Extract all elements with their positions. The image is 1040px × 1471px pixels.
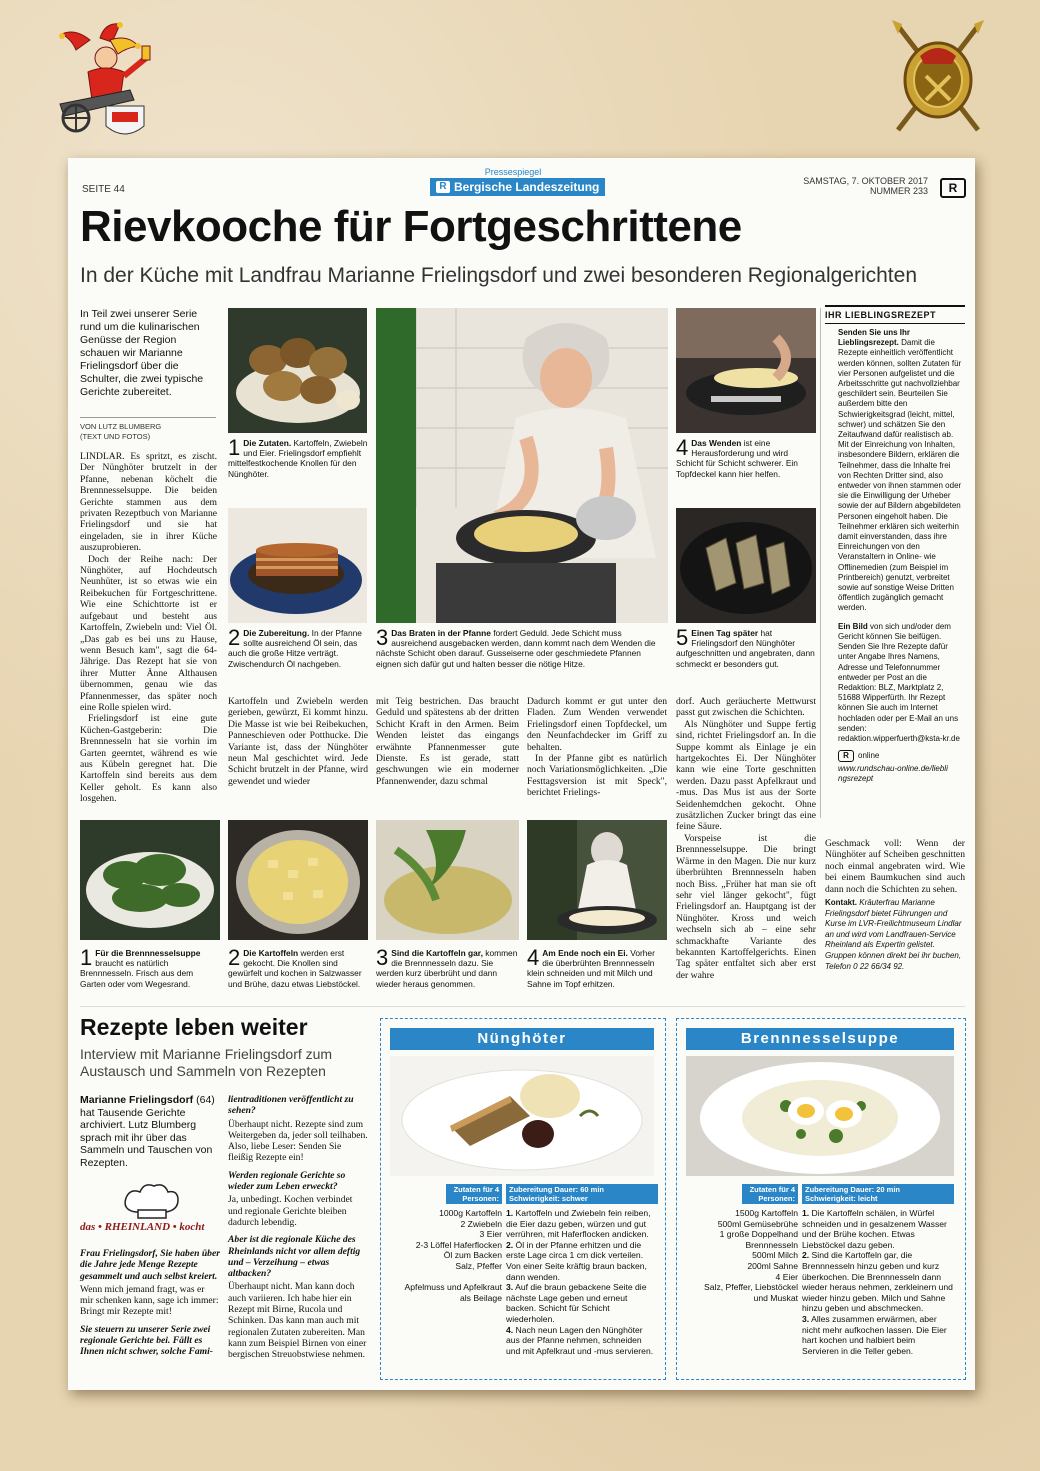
paragraph: Frielingsdorf ist eine gute Küchen-Gastgeberin: Die Brennnesseln hat sie vorhin im Garten geerntet, während es wie aus Kübeln geregnet hat. Die Kartoffeln sind bereits aus dem Keller geholt. Es kann also losgehen. <box>80 713 217 805</box>
chef-hat-icon <box>94 1184 209 1222</box>
question <box>228 1094 368 1117</box>
ingredient-item: und Muskat <box>753 1292 798 1303</box>
caption-text: werden erst gekocht. Die Knollen sind gewürfelt und kochen in Salzwasser und Brühe, dazu etwas Liebstöckel. <box>228 948 362 989</box>
caption-lead: Das Braten in der Pfanne <box>391 628 491 638</box>
caption-number: 4 <box>527 945 540 970</box>
caption-bottom-2 <box>228 945 368 989</box>
caption-text: In der Pfanne sollte ausreichend Öl sein, das auch die große Hitze verträgt. Zwischendurch Öl nachgeben. <box>228 628 362 669</box>
recipe-step <box>802 1314 954 1356</box>
caption-text: ist eine Herausforderung und wird Schicht für Schicht schwerer. Ein Topfdeckel kann hier helfen. <box>676 438 798 479</box>
question-text: Werden regionale Gerichte so wieder zum Leben erweckt? <box>228 1169 346 1193</box>
ingredient-list <box>676 1208 798 1303</box>
step-text: Auf die braun gebackene Seite die nächste Lage geben und erneut backen. Schicht für Schicht wiederholen. <box>506 1282 647 1324</box>
caption-lead: Am Ende noch ein Ei. <box>542 948 628 958</box>
step-number: 3. <box>506 1282 514 1293</box>
paragraph: Vorspeise ist die Brennnesselsuppe. Die bringt Wärme in den Magen. Die nur kurz überbrühten Brennnesseln haben noch Biss. „Früher hat man sie oft sehr viel länger gekocht", fügt Frielingsdorf an. Hauptgang ist der Nünghöter. Kross und weich wechseln sich ab – eine sehr schmackhafte Variante des bekannten Kartoffelgerichts. Einen Tag später entfaltet sich aber erst der wahre <box>676 832 816 981</box>
article-column-5 <box>676 696 816 981</box>
question-text: Aber ist die regionale Küche des Rheinlands nicht vor allem deftig und – Verzeihung – etwas altbacken? <box>228 1234 361 1280</box>
interview-lead <box>80 1094 220 1170</box>
interview-lead-text: (64) hat Tausende Gerichte archiviert. Lutz Blumberg sprach mit ihr über das Sammeln und Tauschen von Rezepten. <box>80 1094 215 1169</box>
sidebar-photo-text: von sich und/oder dem Gericht können Sie beifügen. Senden Sie Ihre Rezepte dafür unter Angabe Ihres Namens, Adresse und Telefonnummer entweder per Post an die Redaktion: BLZ, Marktplatz 2, 51688 Wipperfürth. Ihr Rezept können Sie auch im Internet hochladen oder per E-Mail an uns senden: redaktion.wipperfuerth@ksta-kr.de <box>838 621 960 743</box>
ingredient-item: 1500g Kartoffeln <box>735 1208 798 1218</box>
caption-top-1 <box>228 435 368 479</box>
caption-lead: Einen Tag später <box>691 628 759 638</box>
article-column-1 <box>80 451 217 805</box>
paragraph: Doch der Reihe nach: Der Nünghöter, auf Hochdeutsch Neunhüter, ist so etwas wie ein Reibekuchen für Fortgeschrittene. Wie eine Schichttorte ist er aufgebaut und besteht aus Kartoffeln, Zwiebeln und: Viel Öl. „Das gab es bei uns zu Hause, wenn Besuch kam", sagt die 64-Jährige. Das Rezept hat sie von ihrer Mutter Änne Althausen übernommen, genau wie das Pfannenmesser, das später noch eine Rolle spielen wird. <box>80 553 217 713</box>
step-text: Alles zusammen erwärmen, aber nicht mehr aufkochen lassen. Die Eier hart kochen und halbiert beim Servieren in die Teller geben. <box>802 1313 947 1356</box>
ingredient-list <box>380 1208 502 1303</box>
recipe-title: Brennnesselsuppe <box>686 1028 954 1050</box>
byline-author: VON LUTZ BLUMBERG <box>80 422 162 431</box>
photo-sliced <box>676 508 816 623</box>
page-number: SEITE 44 <box>82 184 125 195</box>
photo-preparation <box>228 508 367 623</box>
step-text: Öl in der Pfanne erhitzen und die erste Lage circa 1 cm dick verteilen. Von einer Seite kräftig braun backen, dann wenden. <box>506 1239 647 1282</box>
page-title: Rievkooche für Fortgeschrittene <box>80 202 742 251</box>
newspaper-page <box>68 158 975 1390</box>
prep-tag: Zubereitung Dauer: 60 min Schwierigkeit: schwer <box>506 1184 658 1204</box>
step-number: 1. <box>802 1208 810 1218</box>
recipe-title: Nünghöter <box>390 1028 654 1050</box>
step-number: 1. <box>506 1208 514 1218</box>
article-column-3 <box>376 696 519 787</box>
paragraph: Als Nünghöter und Suppe fertig sind, richtet Frielingsdorf an. In die Suppe kommt als Einlage je ein hartgekochtes Ei. Der Nünghöter kann wie eine Torte geschnitten werden. Dazu passt Apfelkraut und -mus. Das Mus ist aus der Sorte Seidenhemdchen gekocht. Ohne zusätzlichen Zucker bringt das eine feine Säure. <box>676 718 816 833</box>
servings-tag: Zutaten für 4 Personen: <box>446 1184 502 1204</box>
answer: Überhaupt nicht. Rezepte sind zum Weitergeben da, jeder soll teilhaben. Also, liebe Leser: Senden Sie fleißig Rezepte ein! <box>228 1118 368 1164</box>
caption-lead: Die Zutaten. <box>243 438 292 448</box>
issue-number: NUMMER 233 <box>869 186 928 196</box>
ingredient-item: Brennnesseln <box>745 1239 798 1250</box>
recipe-step <box>802 1250 954 1314</box>
sidebar-text <box>838 328 965 785</box>
caption-number: 5 <box>676 625 689 650</box>
step-number: 4. <box>506 1324 514 1335</box>
ingredient-item: als Beilage <box>459 1292 502 1303</box>
ingredient-item <box>380 1272 502 1283</box>
crossed-swords-crest <box>888 18 988 140</box>
online-link[interactable]: www.rundschau-online.de/lieblingsrezept <box>838 764 948 784</box>
question <box>80 1248 220 1282</box>
step-list <box>802 1208 954 1356</box>
question <box>228 1170 368 1193</box>
sidebar-online <box>838 750 965 762</box>
sidebar-lead-text: Damit die Rezepte einheitlich veröffentlicht werden können, sollten Zutaten für vier Personen aufgelistet und die Arbeitsschritte gut nachvollziehbar geschildert sein. Beurteilen Sie außerdem bitte den Schwierigkeitsgrad (leicht, mittel, schwer) und schätzen Sie den Zeitaufwand dafür realistisch ab. Mit der Einreichung von Inhalten, insbesondere Bildern, erklären die Teilnehmer, dass die Inhalte frei von Rechten Dritter sind, also entweder von ihnen stammen oder sie die Einwilligung der Urheber sowie der auf Bildern abgebildeten Personen eingeholt haben. Die Teilnehmer erklären sich weiterhin damit einverstanden, dass ihre Einreichungen von den Veranstaltern in Online- wie Offlinemedien (zum Beispiel im Printbereich) genutzt, verbreitet sowie auf sonstige Weise Dritten öffentlich zugänglich gemacht werden. <box>838 338 962 613</box>
photo-soup-dish <box>686 1056 954 1176</box>
recipe-step <box>802 1208 954 1250</box>
ingredient-item: 1000g Kartoffeln <box>439 1208 502 1218</box>
article-column-6 <box>825 838 965 895</box>
question-text: lientraditionen veröffentlicht zu sehen? <box>228 1094 354 1117</box>
article-column-2 <box>228 696 368 787</box>
step-text: Die Kartoffeln schälen, in Würfel schneiden und in gesalzenem Wasser und der Brühe kochen. Etwas Liebstöckel dazu geben. <box>802 1208 947 1250</box>
step-text: Sind die Kartoffeln gar, die Brennnesseln hinzu geben und kurz überkochen. Die Brennnesseln dann wieder heraus nehmen, zerkleinern und wieder hinzu geben. Milch und Sahne hinzu geben und abschmecken. <box>802 1250 953 1314</box>
recipe-step <box>506 1325 658 1357</box>
ingredient-item: 3 Eier <box>479 1229 502 1240</box>
step-number: 3. <box>802 1313 810 1324</box>
recipe-step <box>506 1208 658 1240</box>
sidebar-lead: Senden Sie uns Ihr Lieblingsrezept. <box>838 328 911 348</box>
article-deck: In der Küche mit Landfrau Marianne Frielingsdorf und zwei besonderen Regionalgerichten <box>80 264 917 287</box>
online-badge-icon: R <box>838 750 854 762</box>
caption-top-5 <box>676 625 816 669</box>
interview-deck: Interview mit Marianne Frielingsdorf zum Austausch und Sammeln von Rezepten <box>80 1046 333 1079</box>
caption-bottom-1 <box>80 945 220 989</box>
ingredient-item: Öl zum Backen <box>443 1250 502 1261</box>
caption-bottom-4 <box>527 945 667 989</box>
press-review-label: Pressespiegel <box>484 167 542 177</box>
question <box>228 1234 368 1279</box>
contact-box <box>825 898 965 972</box>
caption-text: kommen die Brennnesseln dazu. Sie werden kurz überbrüht und dann wieder heraus genommen. <box>376 948 518 989</box>
article-column-4 <box>527 696 667 799</box>
paragraph: Dadurch kommt er gut unter den Fladen. Zum Wenden verwendet Frielingsdorf einen Topfdeckel, um den Neunfachdecker im Griff zu behalten. <box>527 696 667 753</box>
photo-frying <box>376 308 668 623</box>
photo-egg <box>527 820 667 940</box>
caption-number: 4 <box>676 435 689 460</box>
caption-number: 1 <box>80 945 93 970</box>
paper-name: Bergische Landeszeitung <box>454 180 600 194</box>
photo-potatoes-cooking <box>228 820 368 940</box>
caption-lead: Für die Brennnesselsuppe <box>95 948 201 958</box>
ingredient-item: 500ml Milch <box>752 1250 798 1261</box>
caption-number: 3 <box>376 625 389 650</box>
caption-text: Kartoffeln, Zwiebeln und Eier. Frielingsdorf empfiehlt mittelfestkochende Knollen für den Nünghöter. <box>228 438 368 479</box>
question-text: Sie steuern zu unserer Serie zwei regionale Gerichte bei. Fällt es Ihnen nicht schwer, solche Fami- <box>80 1323 214 1358</box>
sidebar-heading: IHR LIEBLINGSREZEPT <box>825 305 965 324</box>
caption-text: braucht es natürlich Brennnesseln. Frisch aus dem Garten oder vom Wegesrand. <box>80 958 194 989</box>
step-text: Nach neun Lagen den Nünghöter aus der Pfanne nehmen, schneiden und mit Apfelkraut und -mus servieren. <box>506 1324 654 1356</box>
caption-top-4 <box>676 435 816 479</box>
ingredient-item: Apfelmuss und Apfelkraut <box>404 1282 502 1293</box>
ingredient-item: Salz, Pfeffer, Liebstöckel <box>704 1282 798 1293</box>
photo-ingredients <box>228 308 367 433</box>
step-list <box>506 1208 658 1356</box>
paragraph: LINDLAR. Es spritzt, es zischt. Der Nünghöter brutzelt in der Pfanne, nebenan köchelt die Brennnesselsuppe. Die beiden Gerichte stammen aus dem privaten Rezeptbuch von Marianne Frielingsdorf und sie hat eingeladen, sie in ihrer Küche auszuprobieren. <box>80 451 217 554</box>
issue-info <box>768 176 928 196</box>
ingredient-item: 1 große Doppelhand <box>719 1229 798 1240</box>
caption-text: fordert Geduld. Jede Schicht muss ausreichend ausgebacken werden, dann kommt nach dem Wenden die nächste Schicht oben darauf. Gusseiserne oder geschmiedete Pfannen eignen sich dafür gut und halten besser die nötige Hitze. <box>376 628 656 669</box>
ingredient-item: 500ml Gemüsebrühe <box>717 1218 798 1229</box>
online-label: online <box>858 751 880 761</box>
contact-text: Kräuterfrau Marianne Frielingsdorf bietet Führungen und Kurse im LVR-Freilichtmuseum Lindlar an und wird vom Landfrauen-Service Rheinland als Expertin gelistet. Gruppen können direkt bei ihr buchen, Telefon 0 22 66/34 92. <box>825 898 962 971</box>
ingredient-item: 2-3 Löffel Haferflocken <box>415 1239 502 1250</box>
caption-lead: Sind die Kartoffeln gar, <box>391 948 483 958</box>
paragraph: Geschmack voll: Wenn der Nünghöter auf Scheiben geschnitten noch einmal angebraten wird. Wie bei einem Baumkuchen sind auch dann noch die Schichten zu sehen. <box>825 838 965 895</box>
ingredient-item: Salz, Pfeffer <box>455 1260 502 1271</box>
step-number: 2. <box>506 1239 514 1250</box>
caption-number: 2 <box>228 625 241 650</box>
question <box>80 1324 220 1358</box>
ingredient-item: 4 Eier <box>775 1271 798 1282</box>
prep-tag: Zubereitung Dauer: 20 min Schwierigkeit: leicht <box>802 1184 954 1204</box>
ingredient-item: 2 Zwiebeln <box>460 1218 502 1229</box>
sidebar-photo-paragraph <box>838 622 965 744</box>
interview-qa-1 <box>80 1248 220 1360</box>
interview-headline: Rezepte leben weiter <box>80 1014 308 1040</box>
ingredient-item: 200ml Sahne <box>747 1260 798 1271</box>
caption-text: Vorher die überbrühten Brennnesseln klein schneiden und mit Milch und Sahne im Topf erhitzen. <box>527 948 655 989</box>
paper-name-banner <box>430 178 605 196</box>
byline-credit: (TEXT UND FOTOS) <box>80 432 151 441</box>
caption-top-3 <box>376 625 668 669</box>
section-divider <box>80 1006 965 1007</box>
paragraph: In der Pfanne gibt es natürlich noch Variationsmöglichkeiten. „Die Festtagsversion ist mit Speck", berichtet Frielings- <box>527 753 667 799</box>
article-intro: In Teil zwei unserer Serie rund um die kulinarischen Genüsse der Region schauen wir Marianne Frielingsdorf über die Schulter, die zwei typische Gerichte zubereitet. <box>80 308 204 398</box>
recipe-step <box>506 1282 658 1324</box>
issue-date: SAMSTAG, 7. OKTOBER 2017 <box>803 176 928 186</box>
jester-cannon-emblem <box>50 20 165 140</box>
step-text: Kartoffeln und Zwiebeln fein reiben, die Eier dazu geben, würzen und gut verrühren, mit Haferflocken andicken. <box>506 1208 651 1240</box>
paragraph: mit Teig bestrichen. Das braucht Geduld und spätestens ab der dritten Schicht Kraft in den Armen. Beim Wenden leistet das eingangs erwähnte Pfannenmesser gute Dienste. Es ist gerade, statt geschwungen wie ein moderner Pfannenwender, dazu schmal <box>376 696 519 787</box>
paragraph: Kartoffeln und Zwiebeln werden gerieben, gewürzt, Ei kommt hinzu. Die Masse ist wie bei Reibekuchen, Panneschieven oder Potthucke. Die Variante ist, dass der Nünghöter neun Mal geschichtet wird. Jede Schicht brutzelt in der Pfanne, wird gewendet und wieder <box>228 696 368 787</box>
rheinland-kocht-logo: das • RHEINLAND • kocht <box>80 1221 205 1233</box>
sidebar-photo-lead: Ein Bild <box>838 621 868 631</box>
interview-lead-name: Marianne Frielingsdorf <box>80 1094 194 1106</box>
interview-column-2 <box>228 1094 368 1363</box>
photo-turning <box>676 308 816 433</box>
recipe-step <box>506 1240 658 1282</box>
caption-number: 1 <box>228 435 241 460</box>
caption-bottom-3 <box>376 945 519 989</box>
brand-logo-icon: R <box>940 178 966 198</box>
caption-number: 2 <box>228 945 241 970</box>
answer: Ja, unbedingt. Kochen verbindet und regionale Gerichte bleiben dadurch lebendig. <box>228 1194 353 1228</box>
answer: Überhaupt nicht. Man kann doch auch variieren. Ich habe hier ein Rezept mit Birne, Rucola und Schinken. Das kann man auch mit regionalen Zutaten zubereiten. Man kann zum Beispiel Birnen von einer bergischen Streuobstwiese nehmen. <box>228 1281 367 1361</box>
question-text: Frau Frielingsdorf, Sie haben über die Jahre jede Menge Rezepte gesammelt und auch selbst kreiert. <box>80 1248 220 1282</box>
caption-text: hat Frielingsdorf den Nünghöter aufgeschnitten und angebraten, dann schmeckt er besonders gut. <box>676 628 815 669</box>
brand-badge-icon: R <box>436 181 450 193</box>
sidebar-divider <box>820 308 821 818</box>
answer: Wenn mich jemand fragt, was er mir schenken kann, sage ich immer: Bringt mir Rezepte mit! <box>80 1283 219 1318</box>
caption-lead: Die Zubereitung. <box>243 628 310 638</box>
byline <box>80 417 216 442</box>
photo-nettles-pot <box>376 820 519 940</box>
caption-lead: Die Kartoffeln <box>243 948 299 958</box>
caption-number: 3 <box>376 945 389 970</box>
step-number: 2. <box>802 1250 810 1261</box>
servings-tag: Zutaten für 4 Personen: <box>742 1184 798 1204</box>
contact-label: Kontakt. <box>825 898 857 907</box>
photo-nettles <box>80 820 220 940</box>
photo-nunghoter-dish <box>390 1056 654 1176</box>
interview-column-1 <box>80 1094 220 1172</box>
paragraph: dorf. Auch geräucherte Mettwurst passt gut zwischen die Schichten. <box>676 696 816 719</box>
caption-lead: Das Wenden <box>691 438 742 448</box>
caption-top-2 <box>228 625 368 669</box>
